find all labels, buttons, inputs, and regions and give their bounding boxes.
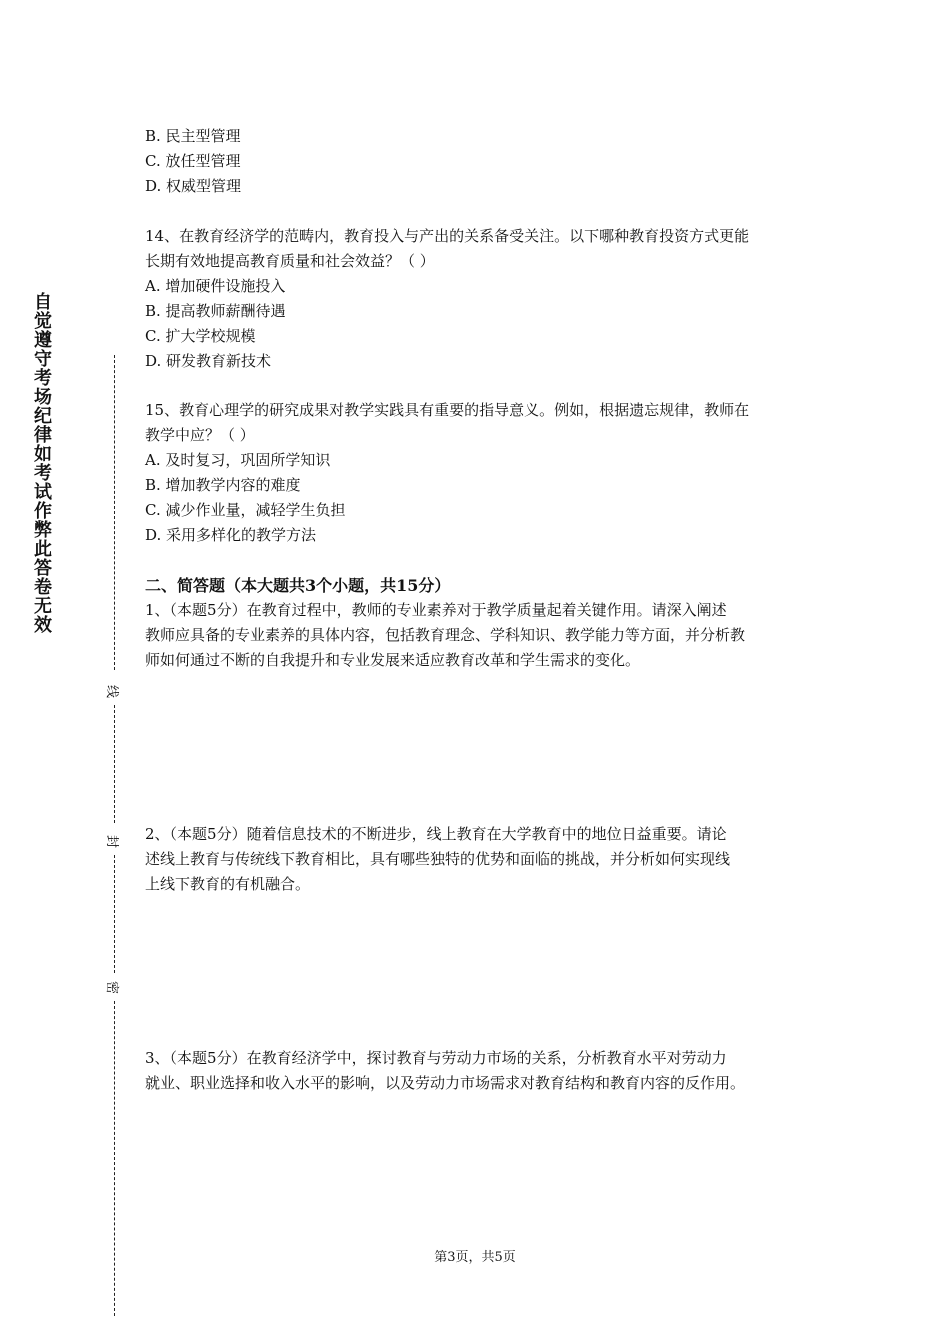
q14-option-c: C. 扩大学校规模 — [145, 327, 256, 345]
q13-option-c: C. 放任型管理 — [145, 152, 241, 170]
short-answer-q1: 1、（本题5分）在教育过程中，教师的专业素养对于教学质量起着关键作用。请深入阐述 — [145, 601, 727, 619]
q14-stem: 长期有效地提高教育质量和社会效益？（ ） — [145, 252, 435, 270]
short-answer-q2: 2、（本题5分）随着信息技术的不断进步，线上教育在大学教育中的地位日益重要。请论 — [145, 825, 727, 843]
seal-dashed-line — [114, 355, 115, 670]
q14-option-a: A. 增加硬件设施投入 — [145, 277, 286, 295]
q13-option-d: D. 权威型管理 — [145, 177, 242, 195]
seal-dashed-line — [114, 705, 115, 823]
q15-stem: 15、教育心理学的研究成果对教学实践具有重要的指导意义。例如，根据遗忘规律，教师在 — [145, 401, 750, 419]
page-number: 第3页，共5页 — [434, 1250, 516, 1265]
q15-option-c: C. 减少作业量，减轻学生负担 — [145, 501, 346, 519]
short-answer-q2: 上线下教育的有机融合。 — [145, 875, 311, 893]
q13-option-b: B. 民主型管理 — [145, 127, 241, 145]
q15-option-b: B. 增加教学内容的难度 — [145, 476, 301, 494]
short-answer-q3: 3、（本题5分）在教育经济学中，探讨教育与劳动力市场的关系，分析教育水平对劳动力 — [145, 1049, 727, 1067]
seal-line-label: 线 — [104, 684, 120, 699]
q15-option-d: D. 采用多样化的教学方法 — [145, 526, 317, 544]
q14-stem: 14、在教育经济学的范畴内，教育投入与产出的关系备受关注。以下哪种教育投资方式更能 — [145, 227, 750, 245]
seal-seal-label: 封 — [104, 834, 120, 849]
q14-option-d: D. 研发教育新技术 — [145, 352, 272, 370]
short-answer-q3: 就业、职业选择和收入水平的影响，以及劳动力市场需求对教育结构和教育内容的反作用。 — [145, 1074, 746, 1092]
q14-option-b: B. 提高教师薪酬待遇 — [145, 302, 286, 320]
seal-dashed-line — [114, 855, 115, 973]
q15-option-a: A. 及时复习，巩固所学知识 — [145, 451, 331, 469]
short-answer-q1: 师如何通过不断的自我提升和专业发展来适应教育改革和学生需求的变化。 — [145, 651, 641, 669]
exam-discipline-warning: 自觉遵守考场纪律如考试作弊此答卷无效 — [31, 292, 52, 634]
seal-secret-label: 密 — [104, 980, 120, 995]
q15-stem: 教学中应？（ ） — [145, 426, 255, 444]
short-answer-q1: 教师应具备的专业素养的具体内容，包括教育理念、学科知识、教学能力等方面，并分析教 — [145, 626, 746, 644]
short-answer-q2: 述线上教育与传统线下教育相比，具有哪些独特的优势和面临的挑战，并分析如何实现线 — [145, 850, 731, 868]
seal-dashed-line — [114, 1001, 115, 1316]
section-heading: 二、简答题（本大题共3个小题，共15分） — [145, 576, 451, 595]
